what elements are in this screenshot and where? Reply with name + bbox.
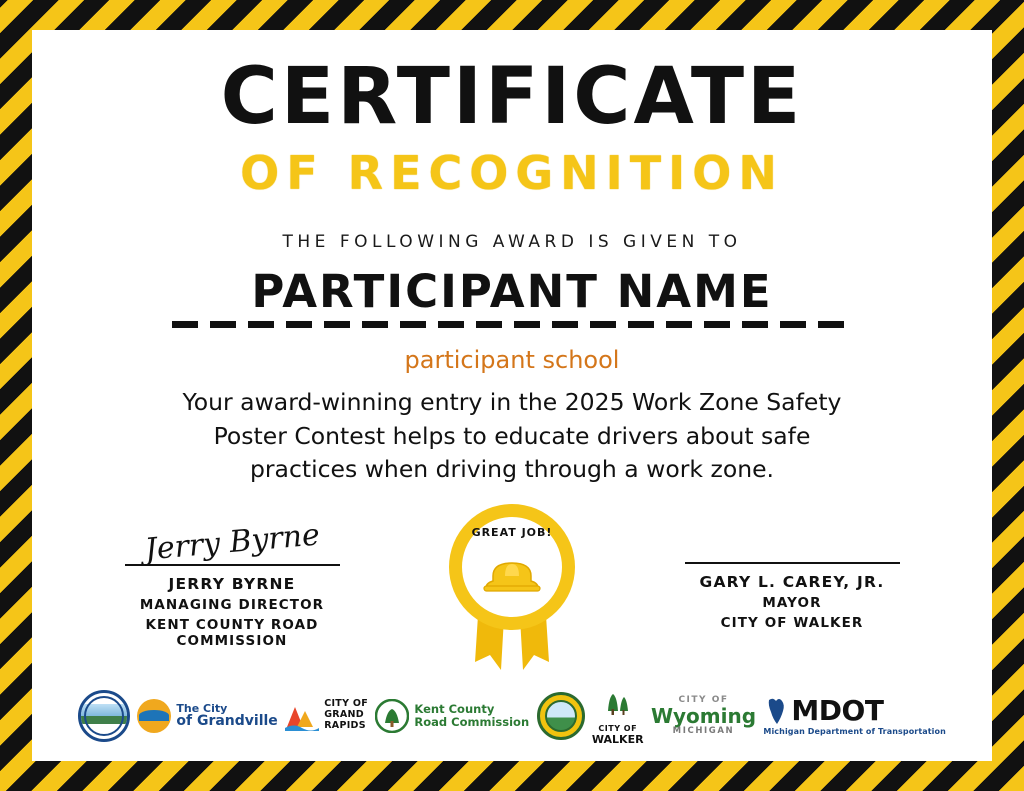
wyoming-logo-text: CITY OF Wyoming MICHIGAN	[650, 695, 757, 736]
signature-script-left: Jerry Byrne	[143, 517, 322, 568]
signature-role-right-2: CITY OF WALKER	[720, 615, 864, 632]
award-given-to-label: THE FOLLOWING AWARD IS GIVEN TO	[282, 232, 742, 252]
signature-block-left	[92, 512, 372, 649]
logo-city-of-kentwood	[537, 692, 585, 740]
signature-role-right-1: MAYOR	[762, 595, 822, 612]
award-body-text: Your award-winning entry in the 2025 Work Zone Safety Poster Contest helps to educate drivers about safe practices when driving through a work zone.	[182, 388, 842, 483]
hard-hat-icon	[481, 555, 543, 595]
signature-name-right: GARY L. CAREY, JR.	[699, 573, 885, 592]
logo-kent-county-road-commission-seal	[78, 690, 130, 742]
sponsor-logo-strip	[72, 685, 952, 752]
michigan-state-icon	[763, 696, 789, 726]
seal-badge-text: GREAT JOB!	[471, 526, 553, 540]
page-subtitle: OF RECOGNITION	[240, 146, 784, 200]
kentwood-seal-icon	[537, 692, 585, 740]
page-title: CERTIFICATE	[220, 52, 804, 142]
signature-block-right	[652, 512, 932, 631]
signature-name-left: JERRY BYRNE	[168, 575, 296, 594]
mdot-logo-subtext: Michigan Department of Transportation	[763, 726, 946, 736]
kcrc-tree-icon	[375, 699, 409, 733]
logo-city-of-walker	[592, 685, 644, 746]
signature-role-left-2: KENT COUNTY ROAD COMMISSION	[145, 617, 319, 650]
certificate-body	[32, 30, 992, 761]
logo-city-of-wyoming	[651, 696, 756, 735]
grandville-logo-text: The City of Grandville	[176, 701, 278, 730]
grand-rapids-logo-text: CITY OF GRAND RAPIDS	[324, 698, 369, 732]
seal-inner-circle	[458, 513, 566, 621]
walker-logo-text: CITY OF WALKER	[591, 724, 644, 747]
great-job-seal	[427, 504, 597, 679]
signature-role-left-1: MANAGING DIRECTOR	[139, 597, 325, 614]
signature-band	[72, 512, 952, 679]
logo-kent-county-road-commission	[375, 699, 529, 733]
participant-name: PARTICIPANT NAME	[251, 265, 773, 318]
logo-city-of-grand-rapids	[285, 699, 368, 732]
participant-school: participant school	[404, 346, 620, 375]
kcrc-logo-text: Kent County Road Commission	[414, 701, 530, 729]
grandville-wave-icon	[137, 699, 171, 733]
signature-line-right	[685, 562, 900, 564]
walker-trees-icon	[600, 685, 636, 725]
mdot-logo-text: MDOT	[791, 693, 884, 727]
county-seal-icon	[78, 690, 130, 742]
logo-city-of-grandville	[137, 699, 277, 733]
seal-outer-circle	[449, 504, 575, 630]
logo-mdot	[763, 693, 946, 736]
grand-rapids-mark-icon	[285, 701, 319, 731]
name-dashed-rule	[172, 321, 852, 328]
